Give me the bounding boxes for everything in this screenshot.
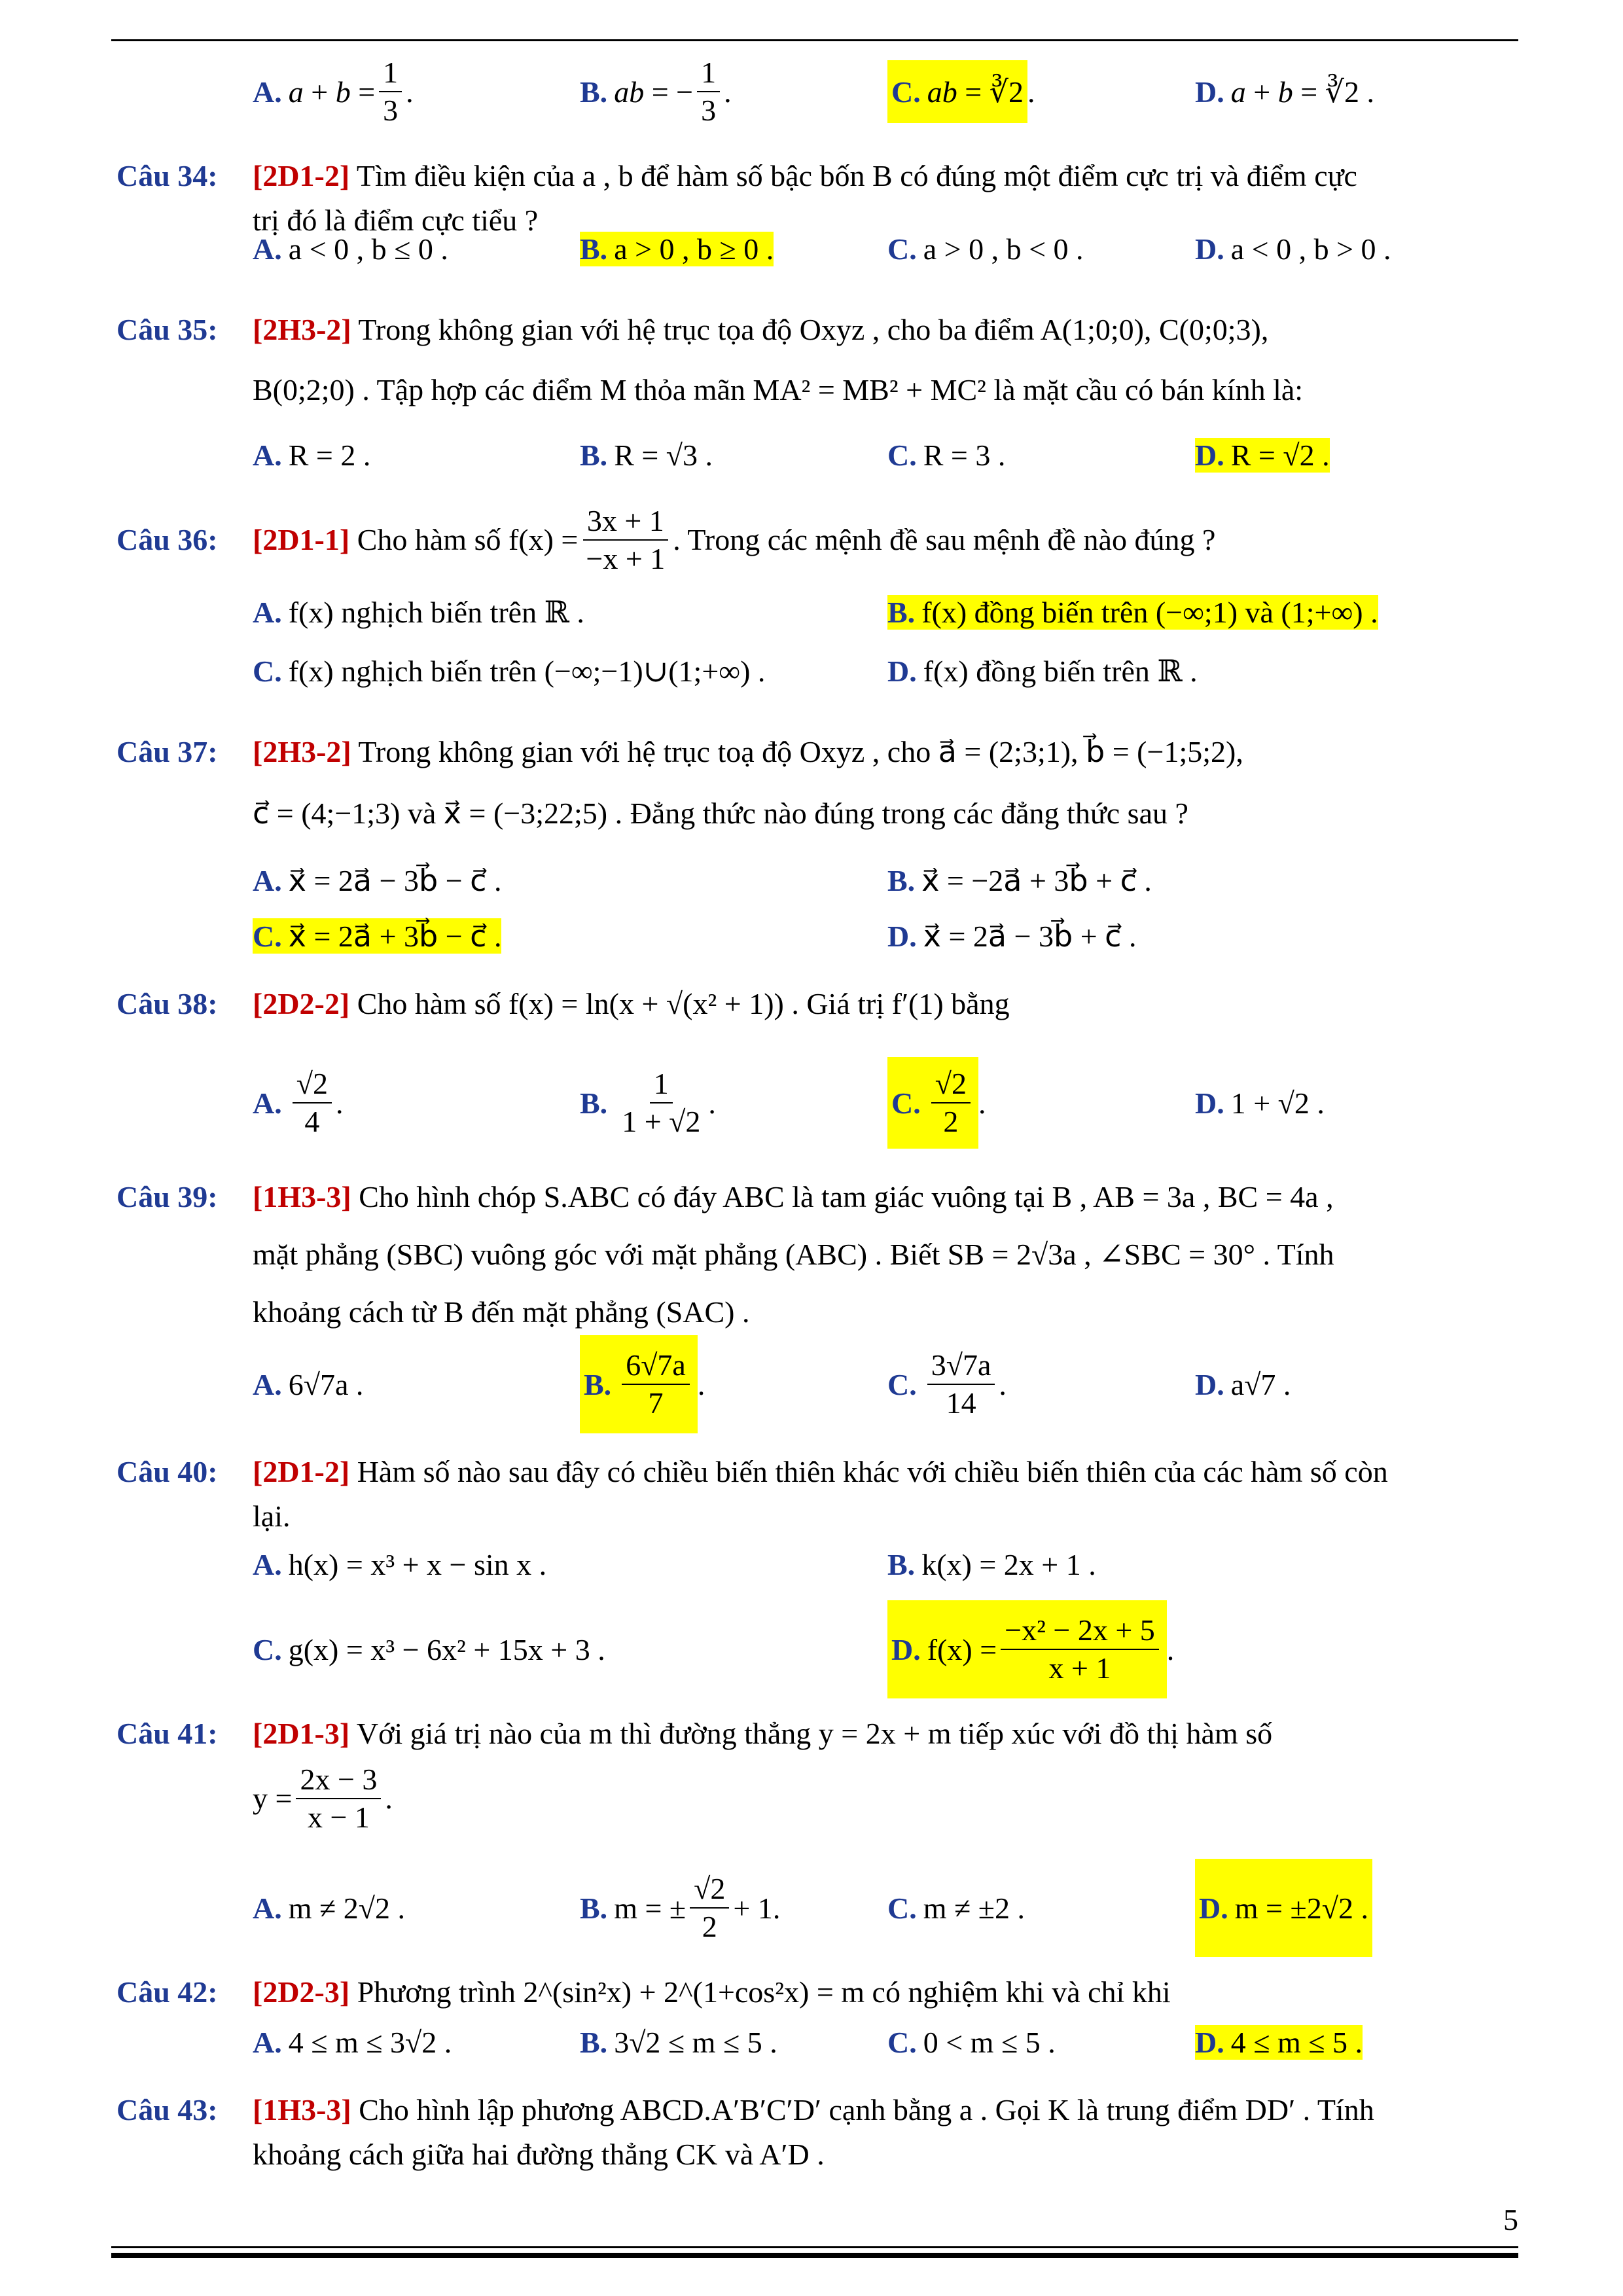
q37-options-row1: A. x⃗ = 2a⃗ − 3b⃗ − c⃗ . B. x⃗ = −2a⃗ + 3b⃗ + c⃗ . — [253, 863, 1152, 897]
top-rule — [111, 39, 1518, 41]
page-number: 5 — [1503, 2203, 1518, 2236]
bottom-rule-thin — [111, 2246, 1518, 2248]
q33-option-a: A. a + b = $\frac{1}{3}$ . — [253, 56, 414, 127]
q34-options: A. a < 0 , b ≤ 0 . B. a > 0 , b ≥ 0 . C. a > 0 , b < 0 . D. a < 0 , b > 0 . — [253, 232, 1391, 266]
q35-options: A. R = 2 . B. R = √3 . C. R = 3 . D. R = √2 . — [253, 438, 1330, 472]
q39-options: A. 6√7a . B. $\frac{6√7a}{7}$ . C. $\frac{3√7a}{14}$ . D. a√7 . — [253, 1335, 1516, 1433]
q40-options-row1: A. h(x) = x³ + x − sin x . B. k(x) = 2x + 1 . — [253, 1547, 1096, 1581]
question-35: Câu 35: [2H3-2] Trong không gian với hệ trục tọa độ Oxyz , cho ba điểm A(1;0;0), C(0;0;3), B(0;2;0) . Tập hợp các điểm M thỏa mãn MA² = MB² + MC² là mặt cầu có bán kính là: — [116, 313, 1304, 406]
q36-options-row1: A. f(x) nghịch biến trên ℝ . B. f(x) đồng biến trên (−∞;1) và (1;+∞) . — [253, 595, 1378, 629]
question-37: Câu 37: [2H3-2] Trong không gian với hệ trục toạ độ Oxyz , cho a⃗ = (2;3;1), b⃗ = (−1;5;2), c⃗ = (4;−1;3) và x⃗ = (−3;22;5) . Đẳng thức nào đúng trong các đẳng thức sau ? — [116, 735, 1243, 830]
q37-options-row2: C. x⃗ = 2a⃗ + 3b⃗ − c⃗ . D. x⃗ = 2a⃗ − 3b⃗ + c⃗ . — [253, 919, 1137, 953]
question-38: Câu 38: [2D2-2] Cho hàm số f(x) = ln(x + √(x² + 1)) . Giá trị f′(1) bằng — [116, 987, 1010, 1020]
question-43: Câu 43: [1H3-3] Cho hình lập phương ABCD.A′B′C′D′ cạnh bằng a . Gọi K là trung điểm DD′ . Tính khoảng cách giữa hai đường thẳng CK và A′D . — [116, 2093, 1374, 2171]
q33-option-b: B. ab = − $\frac{1}{3}$ . — [580, 56, 732, 127]
question-42: Câu 42: [2D2-3] Phương trình 2^(sin²x) + 2^(1+cos²x) = m có nghiệm khi và chỉ khi — [116, 1975, 1171, 2009]
q33-option-c: C. ab = ∛2 . — [887, 52, 1035, 131]
bottom-rule-thick — [111, 2253, 1518, 2258]
q33-option-d: D. a + b = ∛2 . — [1195, 75, 1374, 109]
q36-options-row2: C. f(x) nghịch biến trên (−∞;−1)∪(1;+∞) . D. f(x) đồng biến trên ℝ . — [253, 654, 1198, 688]
q41-options: A. m ≠ 2√2 . B. m = ± $\frac{√2}{2}$ + 1. C. m ≠ ±2 . D. m = ±2√2 . — [253, 1859, 1516, 1957]
question-39: Câu 39: [1H3-3] Cho hình chóp S.ABC có đáy ABC là tam giác vuông tại B , AB = 3a , BC = 4a , mặt phẳng (SBC) vuông góc với mặt phẳng (ABC) . Biết SB = 2√3a , ∠SBC = 30° . Tính khoảng cách từ B đến mặt phẳng (SAC) . — [116, 1180, 1334, 1329]
q33-options — [253, 52, 1516, 131]
q38-options: A. $\frac{√2}{4}$ . B. $\frac{1}{1 + √2}$ . C. $\frac{√2}{2}$ . D. 1 + √2 . — [253, 1057, 1516, 1149]
question-36: Câu 36: [2D1-1] Cho hàm số f(x) = $\frac{3x + 1}{-x + 1}$ . Trong các mệnh đề sau mệnh đề nào đúng ? — [116, 504, 1216, 575]
q42-options: A. 4 ≤ m ≤ 3√2 . B. 3√2 ≤ m ≤ 5 . C. 0 < m ≤ 5 . D. 4 ≤ m ≤ 5 . — [253, 2025, 1363, 2059]
q40-options-row2: C. g(x) = x³ − 6x² + 15x + 3 . D. f(x) = $\frac{\text{−x² − 2x + 5}}{x + 1}$ . — [253, 1600, 1516, 1698]
question-34: Câu 34: [2D1-2] Tìm điều kiện của a , b để hàm số bậc bốn B có đúng một điểm cực trị và điểm cực trị đó là điểm cực tiểu ? — [116, 159, 1357, 237]
question-40: Câu 40: [2D1-2] Hàm số nào sau đây có chiều biến thiên khác với chiều biến thiên của các hàm số còn lại. — [116, 1455, 1388, 1533]
question-41: Câu 41: [2D1-3] Với giá trị nào của m thì đường thẳng y = 2x + m tiếp xúc với đồ thị hàm số y = $\frac{2x - 3}{x - 1}$ . — [116, 1717, 1273, 1834]
